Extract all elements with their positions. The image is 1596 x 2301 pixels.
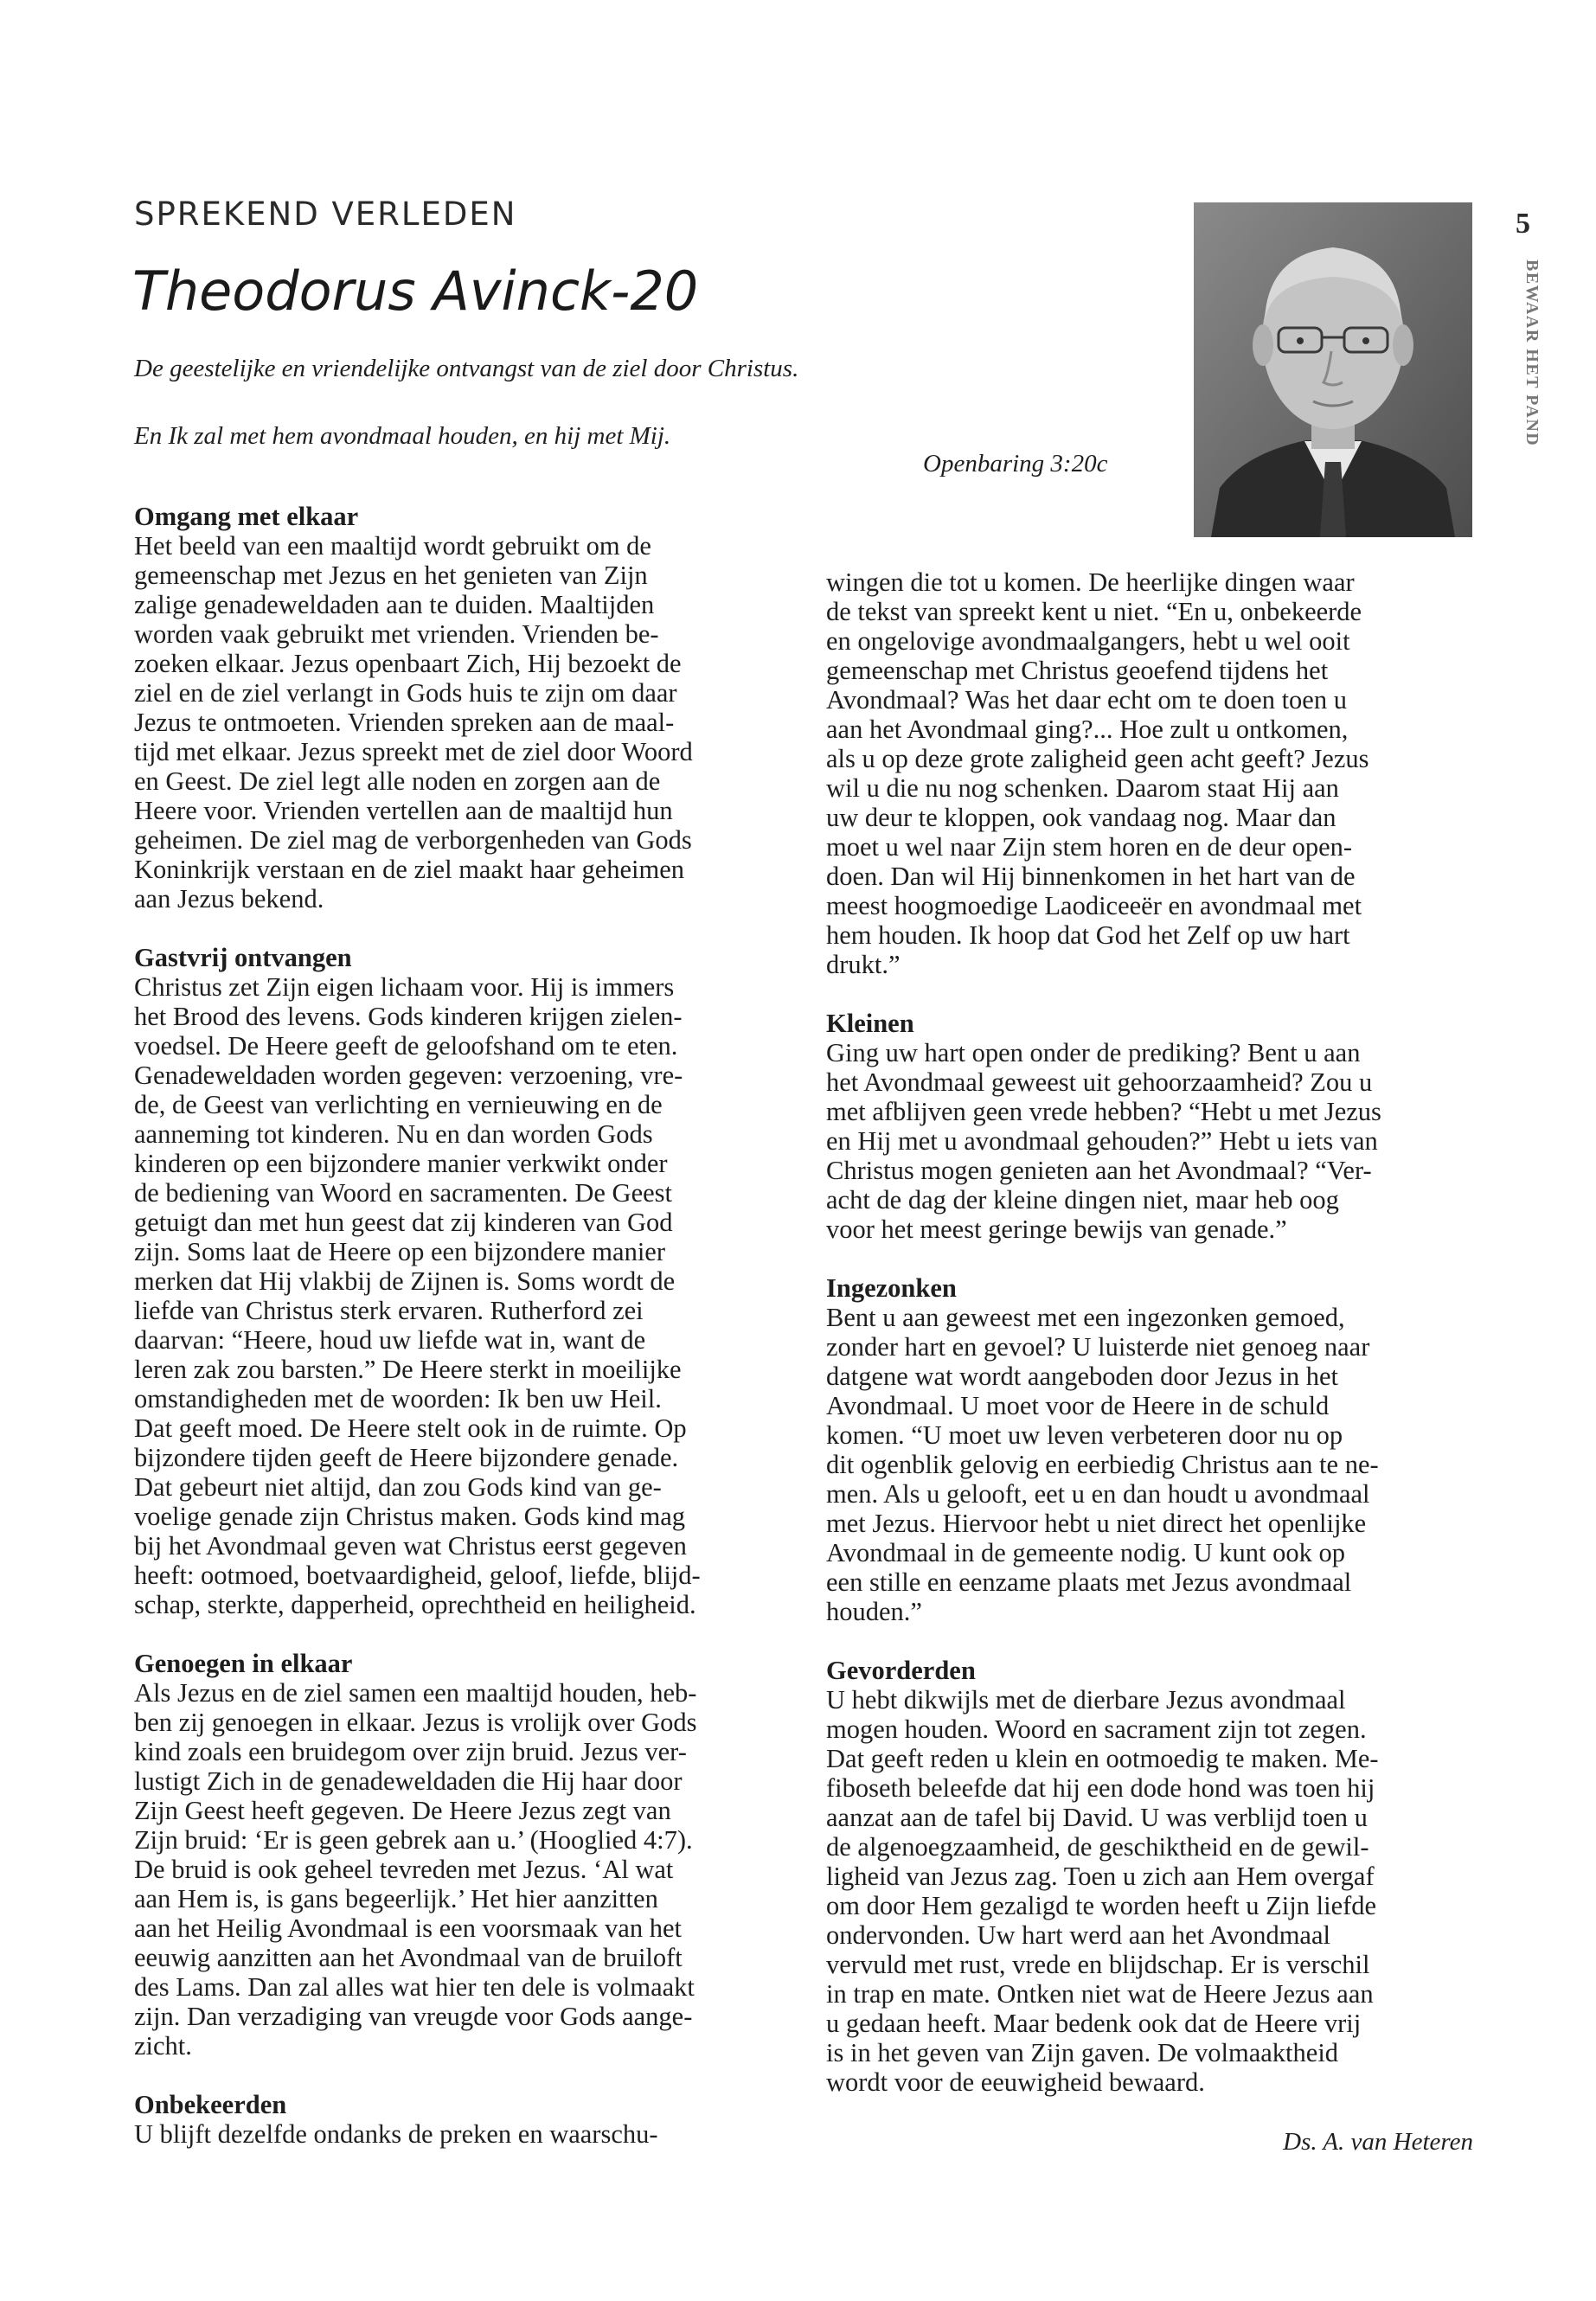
portrait-photo xyxy=(1194,202,1472,537)
section-heading: Onbekeerden xyxy=(134,2090,287,2119)
text-line: aan het Avondmaal ging?... Hoe zult u ontkomen, xyxy=(826,715,1349,744)
text-line: zicht. xyxy=(134,2031,192,2061)
text-line: de, de Geest van verlichting en vernieuwing en de xyxy=(134,1090,663,1119)
text-line: met afblijven geen vrede hebben? “Hebt u met Jezus xyxy=(826,1097,1381,1126)
text-line: moet u wel naar Zijn stem horen en de deur open- xyxy=(826,832,1353,862)
section-heading: Gevorderden xyxy=(826,1656,976,1685)
paragraph xyxy=(826,1038,1475,1244)
text-line: wingen die tot u komen. De heerlijke dingen waar xyxy=(826,567,1355,597)
text-line: kinderen op een bijzondere manier verkwikt onder xyxy=(134,1149,668,1178)
text-line: Dat geeft moed. De Heere stelt ook in de ruimte. Op xyxy=(134,1413,687,1443)
text-line: en Geest. De ziel legt alle noden en zorgen aan de xyxy=(134,766,661,796)
text-line: zoeken elkaar. Jezus openbaart Zich, Hij bezoekt de xyxy=(134,649,682,678)
author-signature: Ds. A. van Heteren xyxy=(1283,2128,1473,2156)
text-line: met Jezus. Hiervoor hebt u niet direct het openlijke xyxy=(826,1509,1367,1538)
text-line: Avondmaal. U moet voor de Heere in de schuld xyxy=(826,1391,1330,1420)
text-line: bij het Avondmaal geven wat Christus eerst gegeven xyxy=(134,1531,687,1561)
text-line: Genadeweldaden worden gegeven: verzoening, vre- xyxy=(134,1061,683,1090)
text-line: mogen houden. Woord en sacrament zijn tot zegen. xyxy=(826,1715,1367,1744)
text-line: voelige genade zijn Christus maken. Gods kind mag xyxy=(134,1502,685,1531)
text-line: wordt voor de eeuwigheid bewaard. xyxy=(826,2067,1205,2097)
text-line: acht de dag der kleine dingen niet, maar heb oog xyxy=(826,1185,1339,1215)
text-line: Het beeld van een maaltijd wordt gebruikt om de xyxy=(134,531,651,561)
page-title: Theodorus Avinck-20 xyxy=(132,260,699,323)
text-line: kind zoals een bruidegom over zijn bruid. Jezus ver- xyxy=(134,1737,687,1766)
text-line: houden.” xyxy=(826,1597,922,1626)
text-line: aan Jezus bekend. xyxy=(134,884,324,913)
text-line: ziel en de ziel verlangt in Gods huis te zijn om daar xyxy=(134,678,677,708)
text-line: Zijn Geest heeft gegeven. De Heere Jezus zegt van xyxy=(134,1796,671,1825)
text-line: Dat geeft reden u klein en ootmoedig te maken. Me- xyxy=(826,1744,1379,1773)
text-line: en Hij met u avondmaal gehouden?” Hebt u iets van xyxy=(826,1126,1378,1156)
text-line: De bruid is ook geheel tevreden met Jezus. ‘Al wat xyxy=(134,1855,674,1884)
text-line: meest hoogmoedige Laodiceeër en avondmaal met xyxy=(826,891,1362,920)
text-line: aan het Heilig Avondmaal is een voorsmaak van het xyxy=(134,1913,682,1943)
text-line: men. Als u gelooft, eet u en dan houdt u avondmaal xyxy=(826,1479,1370,1509)
text-line: ondervonden. Uw hart werd aan het Avondmaal xyxy=(826,1920,1330,1950)
text-line: aanneming tot kinderen. Nu en dan worden Gods xyxy=(134,1119,653,1149)
paragraph xyxy=(826,1303,1475,1626)
section-heading: Ingezonken xyxy=(826,1273,957,1303)
text-line: merken dat Hij vlakbij de Zijnen is. Soms wordt de xyxy=(134,1266,676,1296)
text-line: zalige genadeweldaden aan te duiden. Maaltijden xyxy=(134,590,655,619)
text-line: een stille en eenzame plaats met Jezus avondmaal xyxy=(826,1567,1352,1597)
text-line: ben zij genoegen in elkaar. Jezus is vrolijk over Gods xyxy=(134,1708,697,1737)
text-line: omstandigheden met de woorden: Ik ben uw Heil. xyxy=(134,1384,662,1413)
magazine-name-vertical xyxy=(1514,260,1548,484)
text-line: komen. “U moet uw leven verbeteren door nu op xyxy=(826,1420,1343,1450)
paragraph xyxy=(134,1678,792,2061)
section-heading: Gastvrij ontvangen xyxy=(134,943,352,972)
text-line: Heere voor. Vrienden vertellen aan de maaltijd hun xyxy=(134,796,673,825)
paragraph xyxy=(134,972,792,1619)
text-line: lustigt Zich in de genadeweldaden die Hij haar door xyxy=(134,1766,683,1796)
text-line: zijn. Dan verzadiging van vreugde voor Gods aange- xyxy=(134,2002,693,2031)
text-line: zonder hart en gevoel? U luisterde niet genoeg naar xyxy=(826,1332,1370,1362)
text-line: worden vaak gebruikt met vrienden. Vrienden be- xyxy=(134,619,659,649)
section-heading: Kleinen xyxy=(826,1009,914,1038)
paragraph xyxy=(826,567,1475,979)
text-line: Avondmaal? Was het daar echt om te doen toen u xyxy=(826,685,1347,715)
paragraph xyxy=(826,1685,1475,2097)
text-line: vervuld met rust, vrede en blijdschap. Er is verschil xyxy=(826,1950,1370,1979)
portrait-illustration xyxy=(1194,202,1472,537)
text-line: eeuwig aanzitten aan het Avondmaal van de bruiloft xyxy=(134,1943,683,1972)
right-column xyxy=(826,567,1475,2097)
text-line: des Lams. Dan zal alles wat hier ten dele is volmaakt xyxy=(134,1972,695,2002)
text-line: drukt.” xyxy=(826,950,901,979)
text-line: Jezus te ontmoeten. Vrienden spreken aan de maal- xyxy=(134,708,675,737)
text-line: gemeenschap met Jezus en het genieten van Zijn xyxy=(134,561,648,590)
section-heading: Genoegen in elkaar xyxy=(134,1649,353,1678)
text-line: Zijn bruid: ‘Er is geen gebrek aan u.’ (Hooglied 4:7). xyxy=(134,1825,693,1855)
text-line: Ging uw hart open onder de prediking? Bent u aan xyxy=(826,1038,1361,1067)
text-line: de bediening van Woord en sacramenten. De Geest xyxy=(134,1178,673,1208)
text-line: gemeenschap met Christus geoefend tijdens het xyxy=(826,656,1329,685)
text-line: uw deur te kloppen, ook vandaag nog. Maar dan xyxy=(826,803,1336,832)
bible-reference: Openbaring 3:20c xyxy=(923,450,1108,478)
text-line: fiboseth beleefde dat hij een dode hond was toen hij xyxy=(826,1773,1375,1803)
text-line: is in het geven van Zijn gaven. De volmaaktheid xyxy=(826,2038,1339,2067)
section-label: SPREKEND VERLEDEN xyxy=(134,195,517,233)
text-line: het Avondmaal geweest uit gehoorzaamheid? Zou u xyxy=(826,1067,1373,1097)
text-line: Dat gebeurt niet altijd, dan zou Gods kind van ge- xyxy=(134,1472,662,1502)
section-heading: Omgang met elkaar xyxy=(134,502,359,531)
text-line: schap, sterkte, dapperheid, oprechtheid en heiligheid. xyxy=(134,1590,696,1619)
text-line: tijd met elkaar. Jezus spreekt met de ziel door Woord xyxy=(134,737,693,766)
text-line: leren zak zou barsten.” De Heere sterkt in moeilijke xyxy=(134,1355,682,1384)
text-line: wil u die nu nog schenken. Daarom staat Hij aan xyxy=(826,773,1339,803)
text-line: Koninkrijk verstaan en de ziel maakt haar geheimen xyxy=(134,855,685,884)
text-line: Christus mogen genieten aan het Avondmaal? “Ver- xyxy=(826,1156,1372,1185)
text-line: als u op deze grote zaligheid geen acht geeft? Jezus xyxy=(826,744,1369,773)
left-column xyxy=(134,502,792,2149)
text-line: Bent u aan geweest met een ingezonken gemoed, xyxy=(826,1303,1345,1332)
text-line: geheimen. De ziel mag de verborgenheden van Gods xyxy=(134,825,692,855)
text-line: de algenoegzaamheid, de geschiktheid en de gewil- xyxy=(826,1832,1369,1862)
text-line: Christus zet Zijn eigen lichaam voor. Hij is immers xyxy=(134,972,675,1002)
text-line: de tekst van spreekt kent u niet. “En u, onbekeerde xyxy=(826,597,1362,626)
text-line: het Brood des levens. Gods kinderen krijgen zielen- xyxy=(134,1002,683,1031)
text-line: getuigt dan met hun geest dat zij kinderen van God xyxy=(134,1208,673,1237)
text-line: Avondmaal in de gemeente nodig. U kunt ook op xyxy=(826,1538,1345,1567)
page-number: 5 xyxy=(1516,208,1530,240)
text-line: U hebt dikwijls met de dierbare Jezus avondmaal xyxy=(826,1685,1346,1715)
text-line: doen. Dan wil Hij binnenkomen in het hart van de xyxy=(826,862,1356,891)
text-line: liefde van Christus sterk ervaren. Rutherford zei xyxy=(134,1296,644,1325)
text-line: aan Hem is, is gans begeerlijk.’ Het hier aanzitten xyxy=(134,1884,658,1913)
magazine-name-text: BEWAAR HET PAND xyxy=(1522,260,1542,447)
text-line: aanzat aan de tafel bij David. U was verblijd toen u xyxy=(826,1803,1368,1832)
text-line: u gedaan heeft. Maar bedenk ook dat de Heere vrij xyxy=(826,2009,1362,2038)
paragraph xyxy=(134,2119,792,2149)
text-line: om door Hem gezaligd te worden heeft u Zijn liefde xyxy=(826,1891,1377,1920)
text-line: voor het meest geringe bewijs van genade.” xyxy=(826,1215,1287,1244)
text-line: bijzondere tijden geeft de Heere bijzondere genade. xyxy=(134,1443,679,1472)
text-line: heeft: ootmoed, boetvaardigheid, geloof, liefde, blijd- xyxy=(134,1561,701,1590)
subtitle: De geestelijke en vriendelijke ontvangst van de ziel door Christus. xyxy=(134,355,799,382)
text-line: U blijft dezelfde ondanks de preken en waarschu- xyxy=(134,2119,658,2149)
paragraph xyxy=(134,531,792,913)
text-line: dit ogenblik gelovig en eerbiedig Christus aan te ne- xyxy=(826,1450,1379,1479)
text-line: zijn. Soms laat de Heere op een bijzondere manier xyxy=(134,1237,665,1266)
text-line: en ongelovige avondmaalgangers, hebt u wel ooit xyxy=(826,626,1350,656)
bible-quote: En Ik zal met hem avondmaal houden, en hij met Mij. xyxy=(134,422,671,450)
text-line: voedsel. De Heere geeft de geloofshand om te eten. xyxy=(134,1031,678,1061)
text-line: daarvan: “Heere, houd uw liefde wat in, want de xyxy=(134,1325,646,1355)
text-line: ligheid van Jezus zag. Toen u zich aan Hem overgaf xyxy=(826,1862,1375,1891)
text-line: datgene wat wordt aangeboden door Jezus in het xyxy=(826,1362,1339,1391)
text-line: in trap en mate. Ontken niet wat de Heere Jezus aan xyxy=(826,1979,1374,2009)
text-line: hem houden. Ik hoop dat God het Zelf op uw hart xyxy=(826,920,1350,950)
text-line: Als Jezus en de ziel samen een maaltijd houden, heb- xyxy=(134,1678,697,1708)
